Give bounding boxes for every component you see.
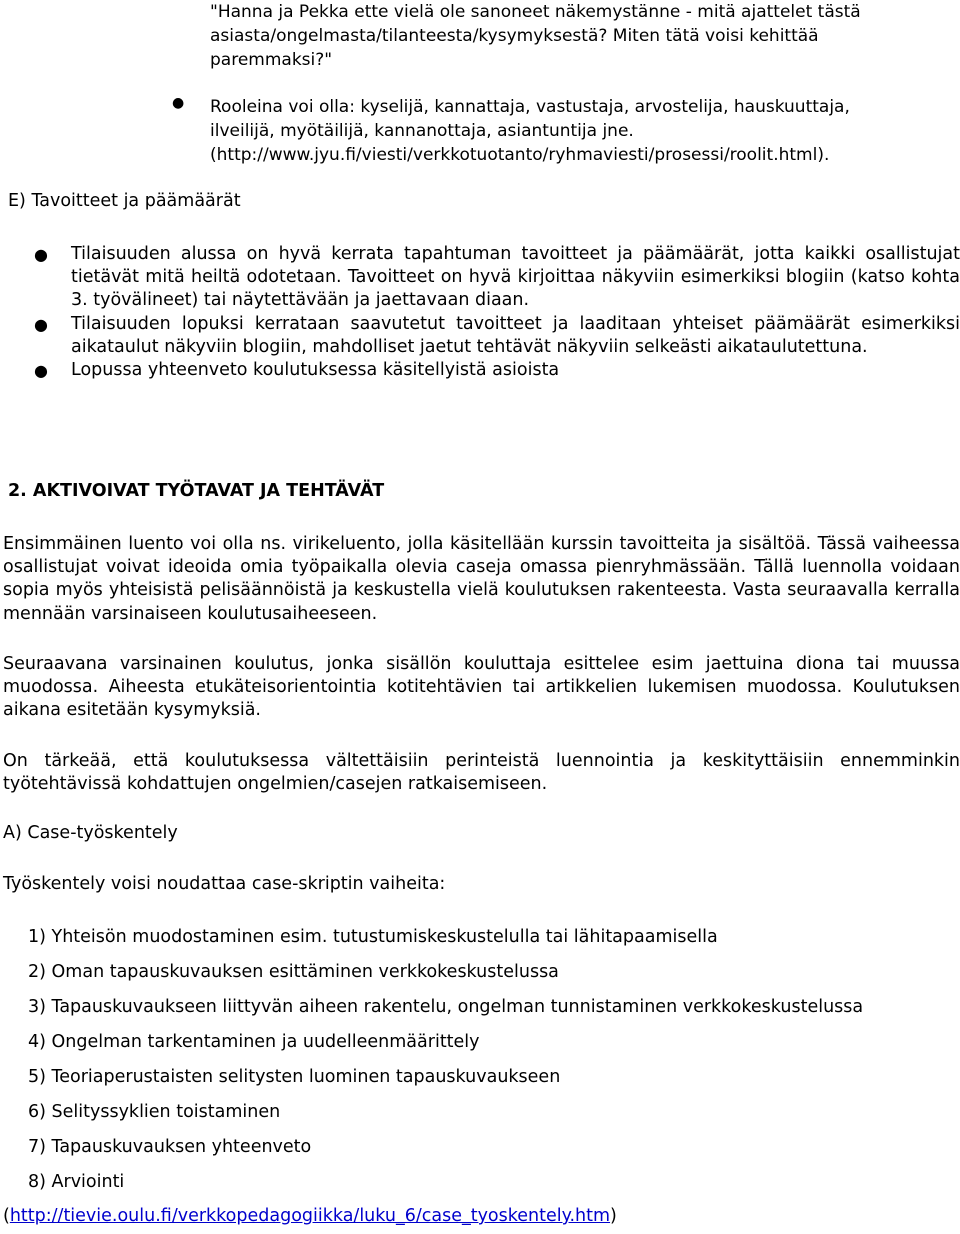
list-item	[0, 359, 960, 382]
paragraph	[3, 653, 960, 723]
quote-line: asiasta/ongelmasta/tilanteesta/kysymyksestä? Miten tätä voisi kehittää	[210, 26, 819, 46]
list-item: 6) Selityssyklien toistaminen	[28, 1102, 281, 1122]
roles-text	[210, 95, 945, 167]
list-item-text: Tilaisuuden alussa on hyvä kerrata tapahtuman tavoitteet ja päämäärät, jotta kaikki osallistujat tietävät mitä heiltä odotetaan. Tavoitteet on hyvä kirjoittaa näkyviin esimerkiksi blogiin (katso kohta 3. työvälineet) tai näytettävään ja jaettavaan diaan.	[71, 244, 960, 311]
list-item: 2) Oman tapauskuvauksen esittäminen verkkokeskustelussa	[28, 962, 559, 982]
paren-open: (	[3, 1206, 10, 1226]
section-2-heading: 2. AKTIVOIVAT TYÖTAVAT JA TEHTÄVÄT	[8, 481, 385, 501]
case-intro: Työskentely voisi noudattaa case-skriptin vaiheita:	[3, 874, 446, 894]
paragraph	[3, 533, 960, 626]
source-link[interactable]: http://tievie.oulu.fi/verkkopedagogiikka/luku_6/case_tyoskentely.htm	[9, 1206, 611, 1226]
bullet-dot-icon: ●	[34, 361, 48, 381]
list-item: 8) Arviointi	[28, 1172, 125, 1192]
paragraph-text: Seuraavana varsinainen koulutus, jonka sisällön kouluttaja esittelee esim jaettuina diona tai muussa muodossa. Aiheesta etukäteisorientointia kotitehtävien tai artikkelien lukemisen muodossa. Koulutuksen aikana esitetään kysymyksiä.	[3, 654, 960, 721]
paragraph-text: On tärkeää, että koulutuksessa vältettäisiin perinteistä luennointia ja keskityttäisiin ennemminkin työtehtävissä kohdattujen ongelmien/casejen ratkaisemiseen.	[3, 751, 960, 795]
bullet-dot-icon: ●	[34, 314, 48, 334]
paragraph-text: Ensimmäinen luento voi olla ns. virikeluento, jolla käsitellään kurssin tavoitteita ja sisältöä. Tässä vaiheessa osallistujat voivat ideoida omia työpaikalla olevia caseja omassa pienryhmässään. Tällä luennolla voidaan sopia myös yhteisistä pelisäännöistä ja keskustella vielä koulutuksen rakenteesta. Vasta seuraavalla kerralla mennään varsinaiseen koulutusaiheeseen.	[3, 534, 960, 624]
case-steps-list	[28, 925, 863, 1205]
list-item-text: Lopussa yhteenveto koulutuksessa käsitellyistä asioista	[71, 360, 560, 381]
roles-line: ilveilijä, myötäilijä, kannanottaja, asiantuntija jne.	[210, 121, 634, 141]
goals-bullet-list	[0, 243, 960, 382]
case-title: A) Case-työskentely	[3, 823, 178, 843]
quote-line: "Hanna ja Pekka ette vielä ole sanoneet näkemystänne - mitä ajattelet tästä	[210, 2, 861, 22]
quote-block	[210, 0, 940, 72]
list-item	[0, 243, 960, 313]
list-item: 5) Teoriaperustaisten selitysten luominen tapauskuvaukseen	[28, 1067, 561, 1087]
bullet-dot-icon: ●	[172, 95, 185, 111]
roles-line: (http://www.jyu.fi/viesti/verkkotuotanto/ryhmaviesti/prosessi/roolit.html).	[210, 145, 830, 165]
bullet-dot-icon: ●	[34, 245, 48, 264]
section-e-title: E) Tavoitteet ja päämäärät	[8, 191, 241, 211]
paren-close: )	[610, 1206, 617, 1226]
source-reference	[3, 1206, 617, 1226]
roles-line: Rooleina voi olla: kyselijä, kannattaja, vastustaja, arvostelija, hauskuuttaja,	[210, 97, 850, 117]
list-item: 4) Ongelman tarkentaminen ja uudelleenmäärittely	[28, 1032, 480, 1052]
list-item: 1) Yhteisön muodostaminen esim. tutustumiskeskustelulla tai lähitapaamisella	[28, 927, 718, 947]
list-item-text: Tilaisuuden lopuksi kerrataan saavutetut tavoitteet ja laaditaan yhteiset päämäärät esimerkiksi aikataulut näkyviin blogiin, mahdolliset jaetut tehtävät näkyviin selkeästi aikataulutettuna.	[71, 313, 960, 357]
list-item	[0, 313, 960, 359]
quote-line: paremmaksi?"	[210, 50, 333, 70]
list-item: 7) Tapauskuvauksen yhteenveto	[28, 1137, 312, 1157]
paragraph	[3, 750, 960, 796]
list-item: 3) Tapauskuvaukseen liittyvän aiheen rakentelu, ongelman tunnistaminen verkkokeskustelussa	[28, 997, 864, 1017]
